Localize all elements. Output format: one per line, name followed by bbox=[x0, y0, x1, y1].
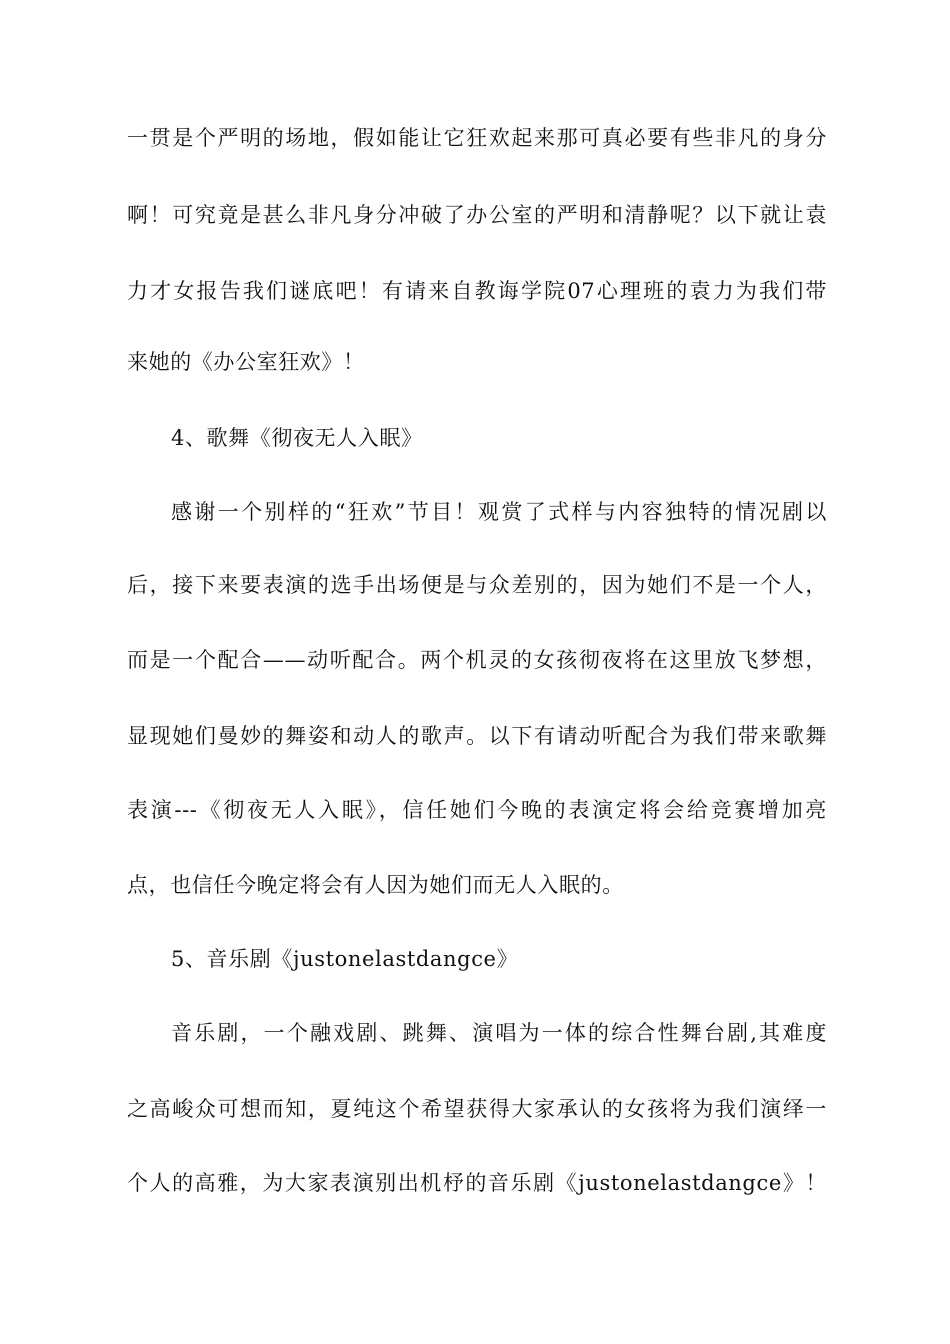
paragraph-line: 显现她们曼妙的舞姿和动人的歌声。以下有请动听配合为我们带来歌舞 bbox=[127, 724, 827, 748]
paragraph-line: 后，接下来要表演的选手出场便是与众差别的，因为她们不是一个人， bbox=[127, 573, 827, 597]
paragraph-line: 音乐剧，一个融戏剧、跳舞、演唱为一体的综合性舞台剧,其难度 bbox=[171, 1021, 827, 1045]
paragraph-line: 之高峻众可想而知，夏纯这个希望获得大家承认的女孩将为我们演绎一 bbox=[127, 1097, 827, 1121]
paragraph-line: 力才女报告我们谜底吧！有请来自教诲学院07心理班的袁力为我们带 bbox=[127, 279, 827, 303]
paragraph-line: 表演---《彻夜无人入眠》，信任她们今晚的表演定将会给竞赛增加亮 bbox=[127, 798, 827, 822]
paragraph-line: 啊！可究竟是甚么非凡身分冲破了办公室的严明和清静呢？以下就让袁 bbox=[127, 203, 827, 227]
paragraph-line: 点，也信任今晚定将会有人因为她们而无人入眠的。 bbox=[127, 873, 624, 897]
paragraph-line: 来她的《办公室狂欢》！ bbox=[127, 350, 365, 374]
paragraph-line: 而是一个配合——动听配合。两个机灵的女孩彻夜将在这里放飞梦想， bbox=[127, 648, 827, 672]
section-heading: 4、歌舞《彻夜无人入眠》 bbox=[171, 426, 423, 450]
paragraph-line: 感谢一个别样的“狂欢”节目！观赏了式样与内容独特的情况剧以 bbox=[171, 500, 827, 524]
paragraph-line: 个人的高雅，为大家表演别出机杼的音乐剧《justonelastdangce》！ bbox=[127, 1171, 827, 1195]
paragraph-line: 一贯是个严明的场地，假如能让它狂欢起来那可真必要有些非凡的身分 bbox=[127, 126, 827, 150]
section-heading: 5、音乐剧《justonelastdangce》 bbox=[171, 947, 519, 971]
